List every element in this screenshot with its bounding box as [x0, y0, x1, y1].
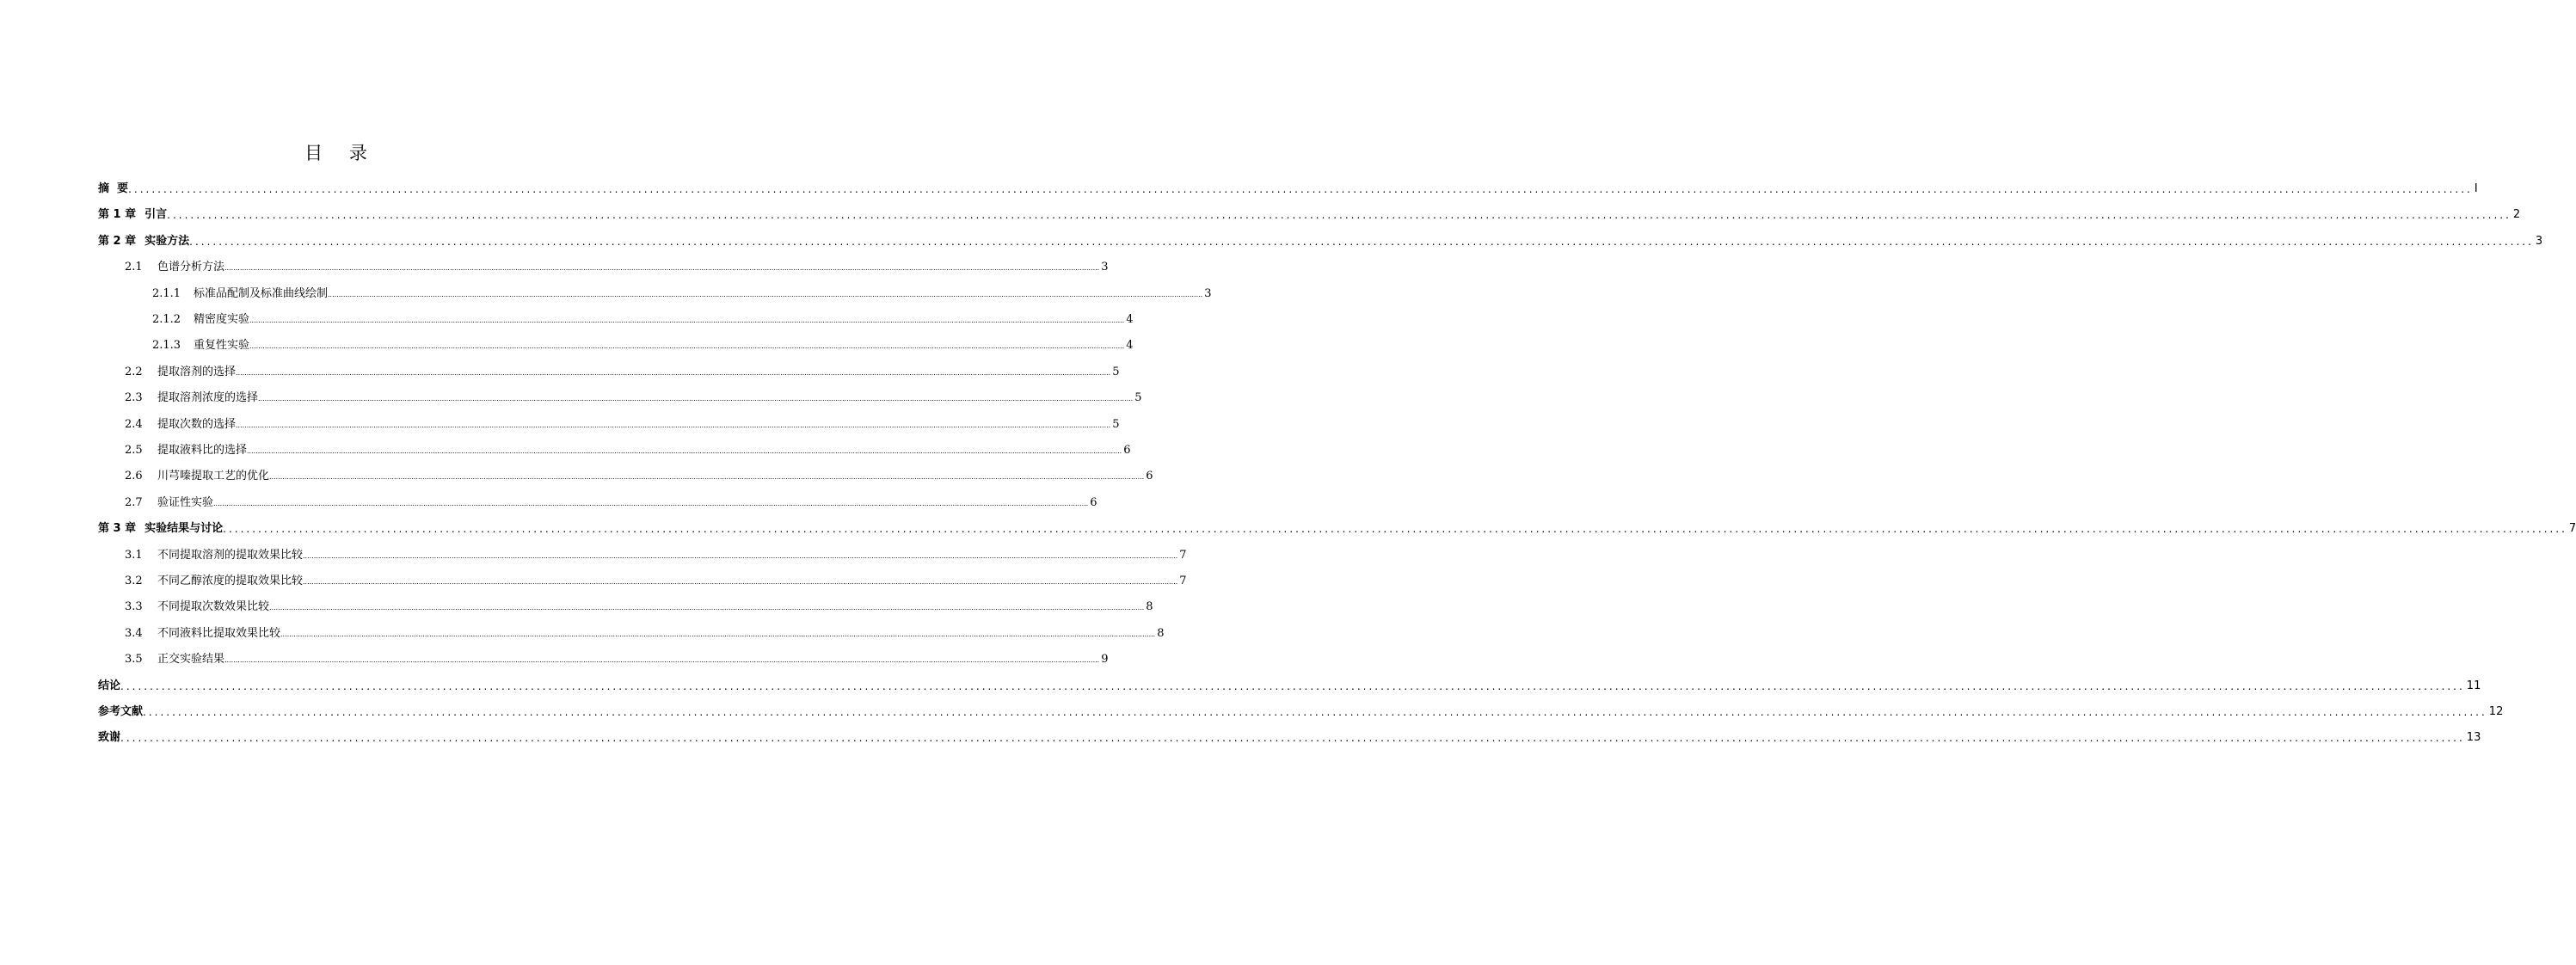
toc-entry-number: 第 1 章 — [98, 208, 137, 222]
toc-entry-page: 5 — [1112, 365, 1120, 378]
toc-entry-number: 第 3 章 — [98, 522, 137, 536]
toc-entry-number: 2.1 — [125, 261, 143, 274]
toc-entry-page: 6 — [1123, 444, 1131, 457]
toc-entry-text: 不同提取溶剂的提取效果比较 — [157, 548, 304, 562]
toc-entry-page: 8 — [1146, 600, 1153, 614]
toc-leader-dots: ................................................................................................................................................................................................................................................................................................................................................................................................................ — [303, 578, 1178, 586]
toc-leader-dots: ................................................................................................................................................................................................................................................................................................................................................................................................................ — [269, 604, 1145, 612]
toc-leader-dots: ................................................................................................................................................................................................................................................................................................................................................................................................................ — [223, 523, 2567, 536]
toc-entry[interactable] — [125, 407, 1120, 433]
toc-entry-number: 2.5 — [125, 444, 143, 457]
toc-leader-dots: ................................................................................................................................................................................................................................................................................................................................................................................................................ — [189, 235, 2534, 248]
toc-entry-number: 第 2 章 — [98, 234, 137, 248]
toc-entry[interactable] — [125, 433, 1131, 458]
toc-entry-page: 9 — [1101, 653, 1109, 667]
toc-entry[interactable] — [98, 668, 2481, 694]
toc-entry-page: I — [2474, 182, 2478, 195]
toc-entry-text: 色谱分析方法 — [157, 261, 225, 274]
toc-entry[interactable] — [125, 354, 1120, 380]
toc-entry[interactable] — [125, 642, 1109, 667]
toc-leader-dots: ................................................................................................................................................................................................................................................................................................................................................................................................................ — [280, 630, 1156, 638]
toc-entry[interactable] — [125, 616, 1165, 642]
toc-entry-number: 3.5 — [125, 653, 143, 667]
toc-leader-dots: ................................................................................................................................................................................................................................................................................................................................................................................................................ — [120, 679, 2465, 692]
toc-entry-label — [152, 312, 249, 328]
toc-entry-label — [125, 626, 280, 642]
toc-entry[interactable] — [98, 224, 2543, 249]
toc-entry-label — [152, 338, 249, 353]
toc-leader-dots: ................................................................................................................................................................................................................................................................................................................................................................................................................ — [224, 656, 1100, 665]
toc-entry-text: 提取溶剂浓度的选择 — [157, 391, 259, 405]
toc-entry-text: 参考文献 — [98, 705, 144, 718]
toc-leader-dots: ................................................................................................................................................................................................................................................................................................................................................................................................................ — [224, 264, 1100, 273]
toc-entry[interactable] — [125, 589, 1153, 615]
toc-entry-label — [98, 521, 223, 537]
toc-entry-number: 2.1.1 — [152, 286, 181, 300]
toc-leader-dots: ................................................................................................................................................................................................................................................................................................................................................................................................................ — [328, 290, 1203, 298]
toc-entry-text: 引言 — [144, 208, 168, 222]
toc-entry-text: 不同液料比提取效果比较 — [157, 626, 281, 640]
toc-entry[interactable] — [98, 720, 2481, 746]
toc-entry-label — [98, 207, 167, 223]
toc-entry-label — [98, 704, 143, 720]
toc-leader-dots: ................................................................................................................................................................................................................................................................................................................................................................................................................ — [236, 368, 1111, 377]
toc-entry-text: 提取溶剂的选择 — [157, 365, 237, 378]
toc-entry-text: 不同乙醇浓度的提取效果比较 — [157, 575, 304, 587]
toc-leader-dots: ................................................................................................................................................................................................................................................................................................................................................................................................................ — [269, 473, 1145, 482]
toc-entry-label — [125, 652, 224, 667]
toc-entry-number: 2.7 — [125, 495, 143, 509]
toc-entry[interactable] — [98, 694, 2504, 720]
toc-entry-page: 3 — [1101, 261, 1109, 274]
toc-entry-text: 摘 要 — [98, 182, 129, 195]
toc-entry-number: 2.2 — [125, 365, 143, 378]
toc-entry-page: 6 — [1146, 470, 1153, 483]
toc-entry-text: 正交实验结果 — [157, 653, 225, 667]
toc-entry-label — [125, 417, 236, 433]
toc-entry-text: 结论 — [98, 679, 121, 692]
toc-entry-page: 5 — [1134, 391, 1142, 405]
toc-entry-text: 不同提取次数效果比较 — [157, 600, 270, 614]
toc-entry-number: 3.1 — [125, 548, 143, 562]
toc-entry-label — [152, 286, 328, 302]
toc-entry-text: 标准品配制及标准曲线绘制 — [194, 286, 329, 300]
toc-entry-label — [125, 390, 258, 406]
toc-entry-page: 11 — [2466, 679, 2481, 692]
toc-entry-text: 致谢 — [98, 731, 121, 745]
toc-entry[interactable] — [98, 511, 2576, 537]
toc-entry-number: 2.1.3 — [152, 339, 181, 353]
toc-entry-label — [98, 730, 120, 746]
toc-entry-page: 7 — [2568, 522, 2576, 536]
toc-entry-label — [125, 495, 213, 511]
toc-entry[interactable] — [125, 380, 1142, 406]
toc-entry-page: 7 — [1179, 548, 1187, 562]
toc-entry-number: 2.1.2 — [152, 313, 181, 326]
toc-entry-text: 提取液料比的选择 — [157, 444, 248, 457]
toc-entry[interactable] — [125, 458, 1153, 484]
toc-leader-dots: ................................................................................................................................................................................................................................................................................................................................................................................................................ — [213, 499, 1089, 507]
toc-entry-page: 7 — [1179, 575, 1187, 587]
toc-entry-number: 2.3 — [125, 391, 143, 405]
toc-entry-text: 重复性实验 — [194, 339, 250, 353]
toc-leader-dots: ................................................................................................................................................................................................................................................................................................................................................................................................................ — [128, 183, 2473, 195]
toc-entry[interactable] — [125, 563, 1187, 589]
toc-entry-number: 3.3 — [125, 600, 143, 614]
toc-entry-text: 实验方法 — [144, 234, 190, 248]
toc-entry-label — [125, 599, 269, 615]
toc-entry-page: 4 — [1126, 313, 1134, 326]
toc-entry-number: 3.4 — [125, 626, 143, 640]
toc-entry-label — [125, 574, 303, 589]
toc-entry[interactable] — [152, 276, 1212, 302]
toc-entry-number: 2.6 — [125, 470, 143, 483]
toc-entry-label — [98, 234, 189, 249]
toc-entry-page: 5 — [1112, 417, 1120, 431]
toc-entry-page: 3 — [2535, 234, 2543, 248]
toc-entry[interactable] — [125, 485, 1097, 511]
toc-leader-dots: ................................................................................................................................................................................................................................................................................................................................................................................................................ — [236, 421, 1111, 429]
toc-entry-text: 提取次数的选择 — [157, 417, 237, 431]
toc-leader-dots: ................................................................................................................................................................................................................................................................................................................................................................................................................ — [249, 317, 1125, 324]
toc-leader-dots: ................................................................................................................................................................................................................................................................................................................................................................................................................ — [143, 706, 2487, 718]
toc-entry[interactable] — [152, 302, 1134, 328]
toc-entry-label — [98, 679, 120, 694]
toc-entry[interactable] — [125, 249, 1109, 275]
toc-leader-dots: ................................................................................................................................................................................................................................................................................................................................................................................................................ — [249, 342, 1125, 351]
toc-entry-text: 验证性实验 — [157, 495, 214, 509]
toc-entry[interactable] — [125, 538, 1187, 563]
toc-entry-label — [98, 181, 128, 197]
toc-title: 目 录 — [304, 143, 378, 163]
toc-entry-page: 13 — [2466, 731, 2481, 745]
toc-entry-label — [125, 365, 236, 380]
toc-entry-page: 3 — [1204, 286, 1212, 300]
toc-entry-number: 2.4 — [125, 417, 143, 431]
toc-entry-page: 4 — [1126, 339, 1134, 353]
toc-entry-page: 2 — [2512, 208, 2521, 222]
toc-entry-text: 川芎嗪提取工艺的优化 — [157, 470, 270, 483]
toc-entry-label — [125, 548, 303, 563]
toc-entry-label — [125, 469, 269, 484]
toc-entry-label — [125, 443, 247, 458]
toc-leader-dots: ................................................................................................................................................................................................................................................................................................................................................................................................................ — [247, 447, 1122, 455]
toc-entry-number: 3.2 — [125, 575, 143, 587]
toc-entry-text: 实验结果与讨论 — [144, 522, 224, 536]
toc-entry[interactable] — [152, 328, 1134, 353]
toc-entry[interactable] — [98, 171, 2478, 197]
toc-entry-page: 12 — [2488, 705, 2504, 718]
toc-entry-text: 精密度实验 — [194, 313, 250, 326]
toc-entry[interactable] — [98, 197, 2521, 223]
toc-entry-page: 8 — [1157, 626, 1165, 640]
toc-entry-label — [125, 260, 224, 275]
toc-leader-dots: ................................................................................................................................................................................................................................................................................................................................................................................................................ — [258, 395, 1134, 403]
toc-leader-dots: ................................................................................................................................................................................................................................................................................................................................................................................................................ — [120, 732, 2465, 745]
toc-leader-dots: ................................................................................................................................................................................................................................................................................................................................................................................................................ — [167, 209, 2511, 222]
toc-entry-page: 6 — [1090, 495, 1097, 509]
toc-leader-dots: ................................................................................................................................................................................................................................................................................................................................................................................................................ — [303, 551, 1178, 560]
